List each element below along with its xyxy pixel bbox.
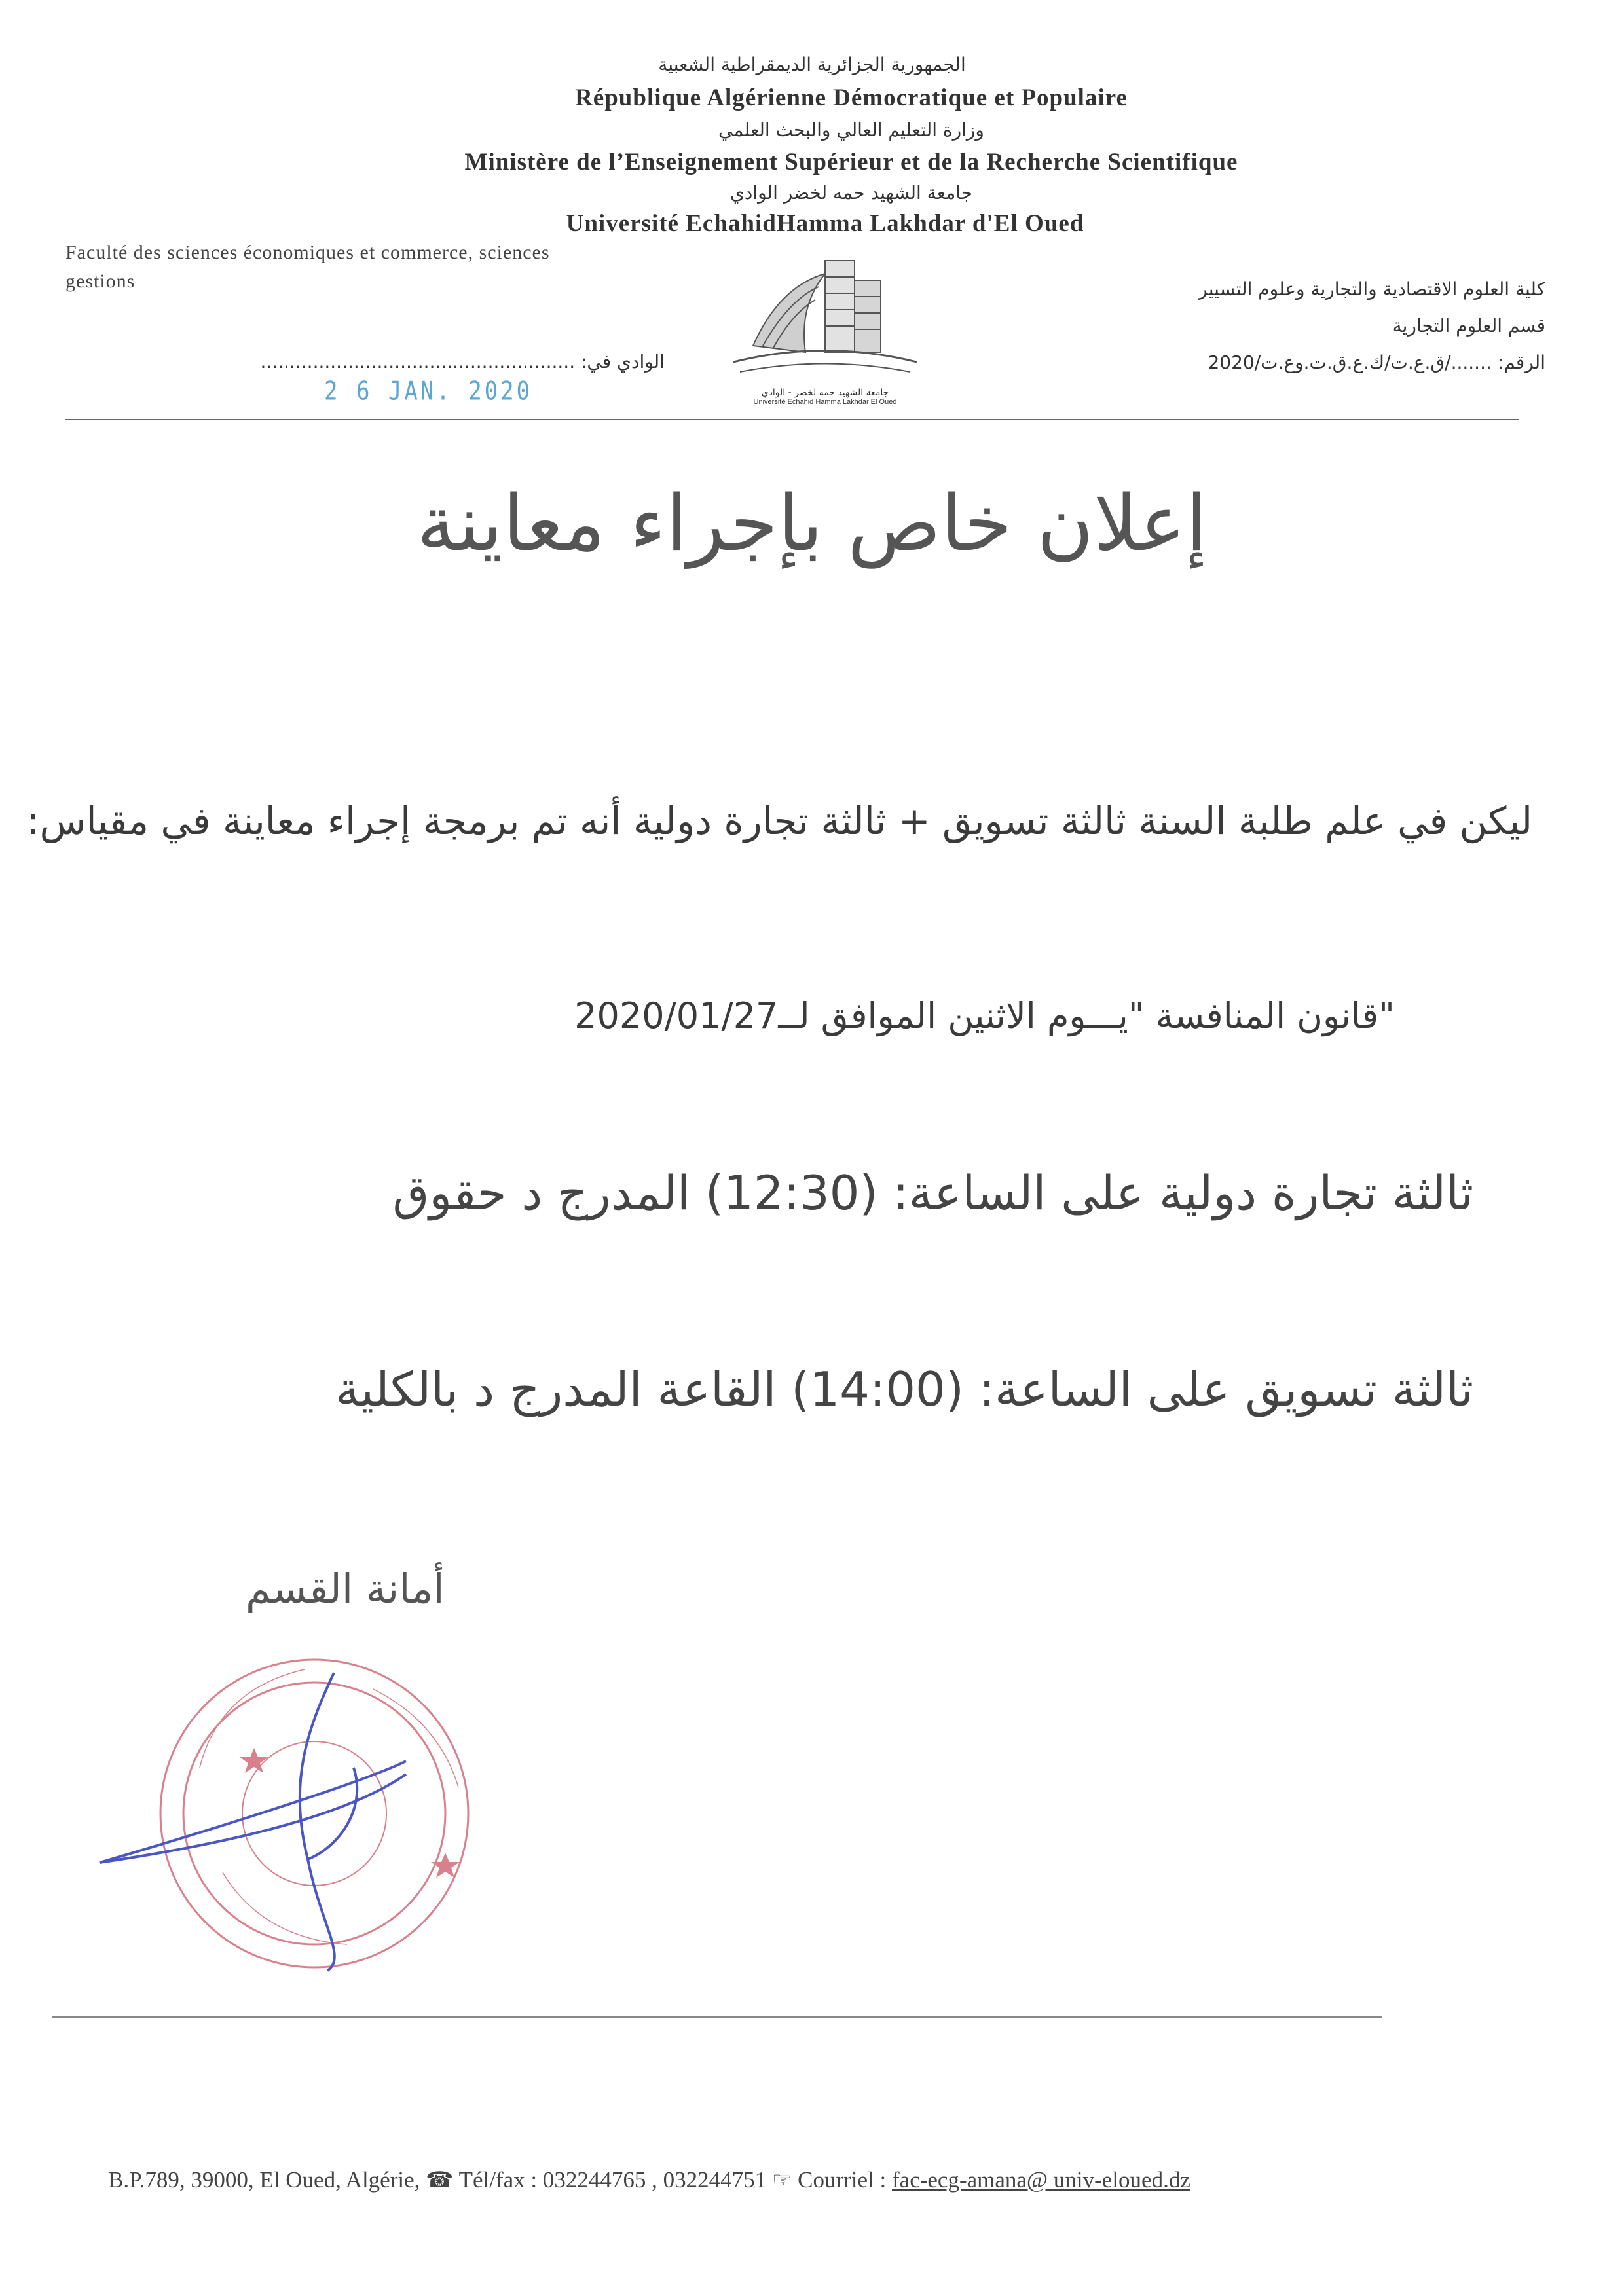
- logo-caption-french: Université Echahid Hamma Lakhdar El Oued: [753, 398, 897, 406]
- reference-label: الرقم:: [1497, 352, 1545, 373]
- university-french: Université EchahidHamma Lakhdar d'El Oued: [566, 210, 1084, 237]
- subject-and-date: "قانون المنافسة "يـــوم الاثنين الموافق لــ2020/01/27: [574, 995, 1395, 1036]
- faculty-french: [65, 238, 707, 296]
- footer-address: B.P.789, 39000, El Oued, Algérie,: [108, 2167, 420, 2193]
- right-header-block: [1022, 271, 1545, 381]
- department-arabic: قسم العلوم التجارية: [1392, 315, 1545, 337]
- place-date-line: [260, 351, 665, 373]
- logo-caption-arabic: جامعة الشهيد حمه لخضر - الوادي: [761, 388, 889, 398]
- university-arabic: جامعة الشهيد حمه لخضر الوادي: [729, 182, 973, 204]
- faculty-arabic: كلية العلوم الاقتصادية والتجارية وعلوم التسيير: [1198, 278, 1545, 300]
- place-date-label: الوادي في:: [581, 351, 665, 373]
- announcement-title: إعلان خاص بإجراء معاينة: [416, 478, 1208, 568]
- ministry-arabic: وزارة التعليم العالي والبحث العلمي: [718, 119, 984, 141]
- reference-line: [1022, 344, 1545, 381]
- session-slot-marketing: ثالثة تسويق على الساعة: (14:00) القاعة المدرج د بالكلية: [335, 1362, 1473, 1417]
- faculty-french-line2: gestions: [65, 270, 136, 292]
- header-divider: [65, 419, 1519, 420]
- university-building-icon: [727, 247, 923, 385]
- footer-telfax: Tél/fax : 032244765 , 032244751: [458, 2167, 767, 2193]
- republic-arabic: الجمهورية الجزائرية الديمقراطية الشعبية: [658, 54, 966, 75]
- reference-value: ......./ق.ع.ت/ك.ع.ق.ت.وع.ت/2020: [1208, 352, 1492, 373]
- faculty-french-line1: Faculté des sciences économiques et commerce, sciences: [65, 242, 550, 263]
- footer-divider: [52, 2016, 1382, 2018]
- ministry-french: Ministère de l’Enseignement Supérieur et de la Recherche Scientifique: [464, 149, 1238, 175]
- university-logo: [727, 247, 923, 411]
- republic-french: République Algérienne Démocratique et Populaire: [575, 84, 1128, 111]
- footer-email-link[interactable]: fac-ecg-amana@ univ-eloued.dz: [892, 2167, 1190, 2193]
- footer-contact: [108, 2167, 1190, 2193]
- place-date-dots: ......................................................: [260, 351, 576, 373]
- department-seal-stamp: [92, 1650, 524, 1977]
- telephone-icon: ☎: [426, 2168, 454, 2193]
- session-slot-international-trade: ثالثة تجارة دولية على الساعة: (12:30) المدرج د حقوق: [392, 1165, 1473, 1220]
- received-date-stamp: 2 6 JAN. 2020: [324, 376, 533, 407]
- pointing-hand-icon: ☞: [771, 2168, 792, 2193]
- announcement-intro: ليكن في علم طلبة السنة ثالثة تسويق + ثالثة تجارة دولية أنه تم برمجة إجراء معاينة في مقياس:: [27, 799, 1532, 843]
- footer-courriel-label: Courriel :: [798, 2167, 887, 2193]
- signature-label: أمانة القسم: [246, 1565, 445, 1613]
